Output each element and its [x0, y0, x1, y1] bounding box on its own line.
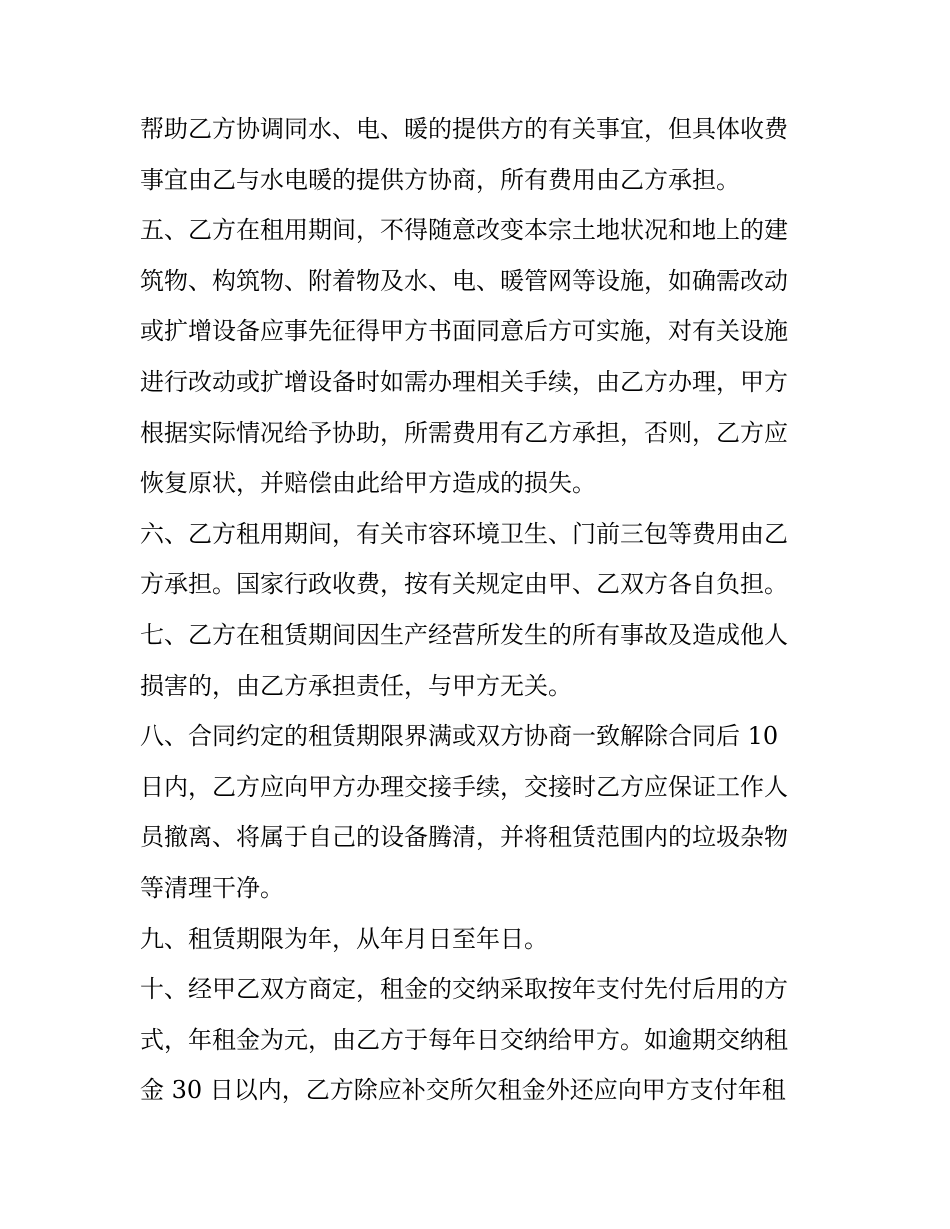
text-line: 金 30 日以内，乙方除应补交所欠租金外还应向甲方支付年租	[140, 1076, 786, 1105]
contract-text-body	[140, 104, 820, 1116]
text-line: 进行改动或扩增设备时如需办理相关手续，由乙方办理，甲方	[140, 367, 788, 396]
clause-8-start: 八、合同约定的租赁期限界满或双方协商一致解除合同后 10	[140, 722, 779, 751]
text-line: 或扩增设备应事先征得甲方书面同意后方可实施，对有关设施	[140, 317, 788, 346]
text-line: 员撤离、将属于自己的设备腾清，并将租赁范围内的垃圾杂物	[140, 823, 788, 852]
clause-10-start: 十、经甲乙双方商定，租金的交纳采取按年支付先付后用的方	[140, 975, 788, 1004]
text-line: 损害的，由乙方承担责任，与甲方无关。	[140, 671, 572, 700]
text-line: 筑物、构筑物、附着物及水、电、暖管网等设施，如确需改动	[140, 266, 788, 295]
text-line: 恢复原状，并赔偿由此给甲方造成的损失。	[140, 469, 596, 498]
text-line: 式，年租金为元，由乙方于每年日交纳给甲方。如逾期交纳租	[140, 1025, 788, 1054]
clause-6-start: 六、乙方租用期间，有关市容环境卫生、门前三包等费用由乙	[140, 519, 788, 548]
clause-9-start: 九、租赁期限为年，从年月日至年日。	[140, 924, 548, 953]
text-line: 帮助乙方协调同水、电、暖的提供方的有关事宜，但具体收费	[140, 115, 788, 143]
text-line: 日内，乙方应向甲方办理交接手续，交接时乙方应保证工作人	[140, 772, 788, 801]
text-line: 根据实际情况给予协助，所需费用有乙方承担，否则，乙方应	[140, 418, 788, 447]
text-line: 等清理干净。	[140, 873, 284, 902]
text-line: 事宜由乙与水电暖的提供方协商，所有费用由乙方承担。	[140, 165, 740, 194]
text-line: 方承担。国家行政收费，按有关规定由甲、乙双方各自负担。	[140, 570, 788, 599]
clause-5-start: 五、乙方在租用期间，不得随意改变本宗土地状况和地上的建	[140, 216, 788, 245]
clause-7-start: 七、乙方在租赁期间因生产经营所发生的所有事故及造成他人	[140, 620, 788, 649]
